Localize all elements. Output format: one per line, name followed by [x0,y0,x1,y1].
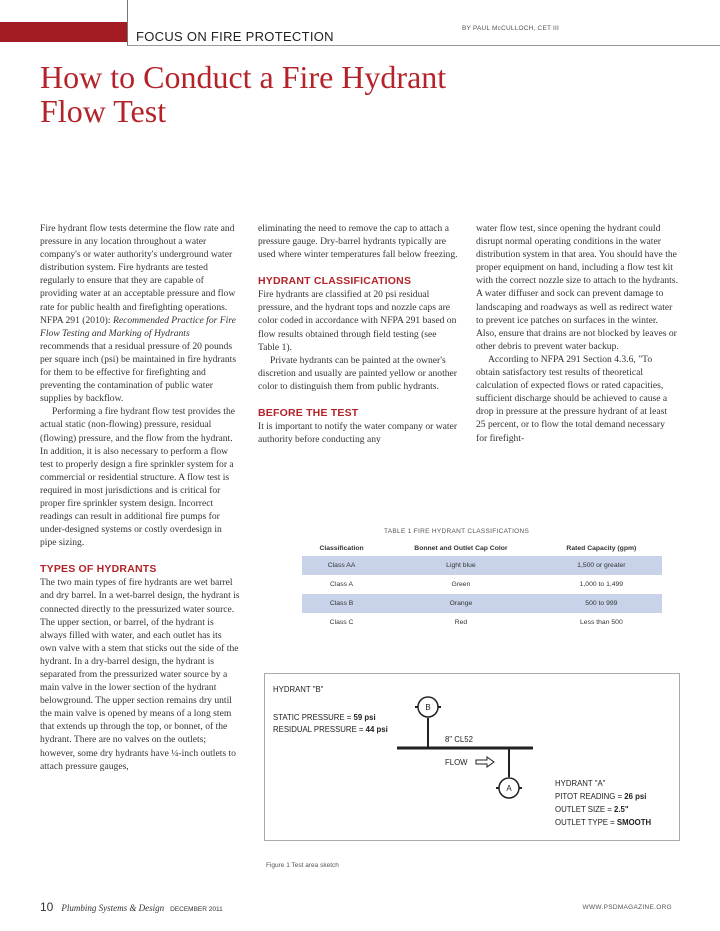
header-divider-horizontal [127,45,720,46]
paragraph-text: recommends that a residual pressure of 20 pounds per square inch (psi) be maintained in fire hydrants for them to be effective for firefighting and preventing the contamination of public water supplies by backflow. [40,340,237,405]
paragraph: Performing a fire hydrant flow test provides the actual static (non-flowing) pressure, residual (flowing) pressure, and the flow from the hydrant. In addition, it is also necessary to perform a flow test to properly design a fire sprinkler system for a commercial or residential structure. A flow test is required in most jurisdictions and is critical for proper fire sprinkler system design. Incorrect readings can result in additional fire pumps for under-designed systems or costly overdesign in pipe sizing. [40,406,236,549]
paragraph: Private hydrants can be painted at the owner's discretion and usually are painted yellow or another color to distinguish them from public hydrants. [258,354,458,392]
article-column-2 [258,222,458,446]
publication-title: Recommended Practice for Fire Flow Testing and Marking of Hydrants [40,314,236,339]
table-cell: 1,500 or greater [541,556,662,575]
paragraph: water flow test, since opening the hydrant could disrupt normal operating conditions in the water distribution system in that area. You should have the proper equipment on hand, including a flow test kit with the correct nozzle size to attach to the hydrants. A water diffuser and sock can prevent damage to landscaping and roadways as well as redirect water to prevent ice patches on surfaces in the winter. Also, ensure that drains are not blocked by leaves or other debris to prevent water backup. [476,223,678,352]
table-cell: Green [451,581,471,588]
table-cell: Class A [330,581,354,588]
table-row [302,613,662,632]
column-header: Bonnet and Outlet Cap Color [414,545,508,552]
footer-left [40,900,223,914]
sketch-drawing [265,674,679,840]
paragraph: According to NFPA 291 Section 4.3.6, "To obtain satisfactory test results of theoretical calculation of expected flows or rated capacities, sufficient discharge should be achieved to cause a drop in pressure at the pressure hydrant of at least 25 percent, or to flow the total demand necessary for firefight- [476,353,668,444]
header-red-bar [0,22,127,42]
table-cell: 1,000 to 1,499 [579,581,624,588]
page-number: 10 [40,900,54,914]
hydrant-classification-table [302,543,662,632]
table-cell: Orange [381,594,541,613]
header-divider-vertical [127,0,128,46]
pitot-reading: PITOT READING = 26 psi [555,792,647,801]
table-cell: 500 to 999 [541,594,662,613]
table-row [302,594,662,613]
paragraph: Fire hydrants are classified at 20 psi residual pressure, and the hydrant tops and nozzle caps are color coded in accordance with NFPA 291 based on flow results obtained through field testing (see Table 1). [258,289,457,353]
column-header: Classification [319,545,364,552]
flow-label: FLOW [445,758,468,767]
byline: BY PAUL McCULLOCH, CET III [462,25,560,32]
hydrant-a-title: HYDRANT "A" [555,779,606,788]
website-url[interactable]: WWW.PSDMAGAZINE.ORG [582,904,672,911]
flow-arrow-icon [476,757,494,767]
hydrant-b-title: HYDRANT "B" [273,685,324,694]
paragraph-text: Fire hydrant flow tests determine the flow rate and pressure in any location throughout a water company's or water authority's underground water distribution system. Fire hydrants are tested regularly to ensure that they are capable of providing water at an acceptable pressure and flow rate for public health and firefighting operations. NFPA 291 (2010): [40,223,236,326]
figure-caption: Figure 1 Test area sketch [266,862,339,869]
outlet-size-reading: OUTLET SIZE = 2.5" [555,805,629,814]
outlet-type-reading: OUTLET TYPE = SMOOTH [555,818,652,827]
paragraph [40,222,240,405]
table-cell: Class AA [302,556,381,575]
article-column-3 [476,222,678,445]
hydrant-a-marker: A [506,784,512,793]
column-header: Rated Capacity (gpm) [566,545,637,552]
article-title: How to Conduct a Fire Hydrant Flow Test [40,59,447,129]
table-header-row [302,543,662,556]
issue-date: DECEMBER 2011 [170,906,223,913]
subheading-before-the-test: BEFORE THE TEST [258,407,359,420]
section-label: FOCUS ON FIRE PROTECTION [136,29,334,44]
table-cell: Light blue [381,556,541,575]
paragraph: The two main types of fire hydrants are wet barrel and dry barrel. In a wet-barrel design, the hydrant is connected directly to the pressurized water source. The upper section, or barrel, of the hydrant is always filled with water, and each outlet has its own valve with a stem that sticks out the side of the hydrant. In a dry-barrel design, the hydrant is separated from the pressurized water source by a main valve in the lower section of the hydrant belowground. The upper section remains dry until the main valve is opened by means of a long stem that extends up through the top, or bonnet, of the hydrant. There are no valves on the outlets; however, some dry hydrants have ¼-inch outlets to attach pressure gauges, [40,577,240,772]
table-cell: Red [454,619,468,626]
subheading-types-of-hydrants: TYPES OF HYDRANTS [40,563,157,576]
table-cell: Class B [302,594,381,613]
pipe-size-label: 8" CL52 [445,735,473,744]
residual-pressure-reading: RESIDUAL PRESSURE = 44 psi [273,725,388,734]
subheading-hydrant-classifications: HYDRANT CLASSIFICATIONS [258,275,412,288]
magazine-name: Plumbing Systems & Design [61,903,165,913]
table-cell: Less than 500 [580,619,623,626]
table-row [302,556,662,575]
paragraph: It is important to notify the water company or water authority before conducting any [258,421,458,446]
table-cell: Class C [329,619,354,626]
article-column-1 [40,222,240,773]
hydrant-b-marker: B [425,703,431,712]
static-pressure-reading: STATIC PRESSURE = 59 psi [273,713,376,722]
test-area-sketch [264,673,680,841]
paragraph: eliminating the need to remove the cap to attach a pressure gauge. Dry-barrel hydrants typically are used where winter temperatures fall below freezing. [258,223,458,261]
table-row [302,575,662,594]
table-caption: TABLE 1 FIRE HYDRANT CLASSIFICATIONS [384,528,530,535]
